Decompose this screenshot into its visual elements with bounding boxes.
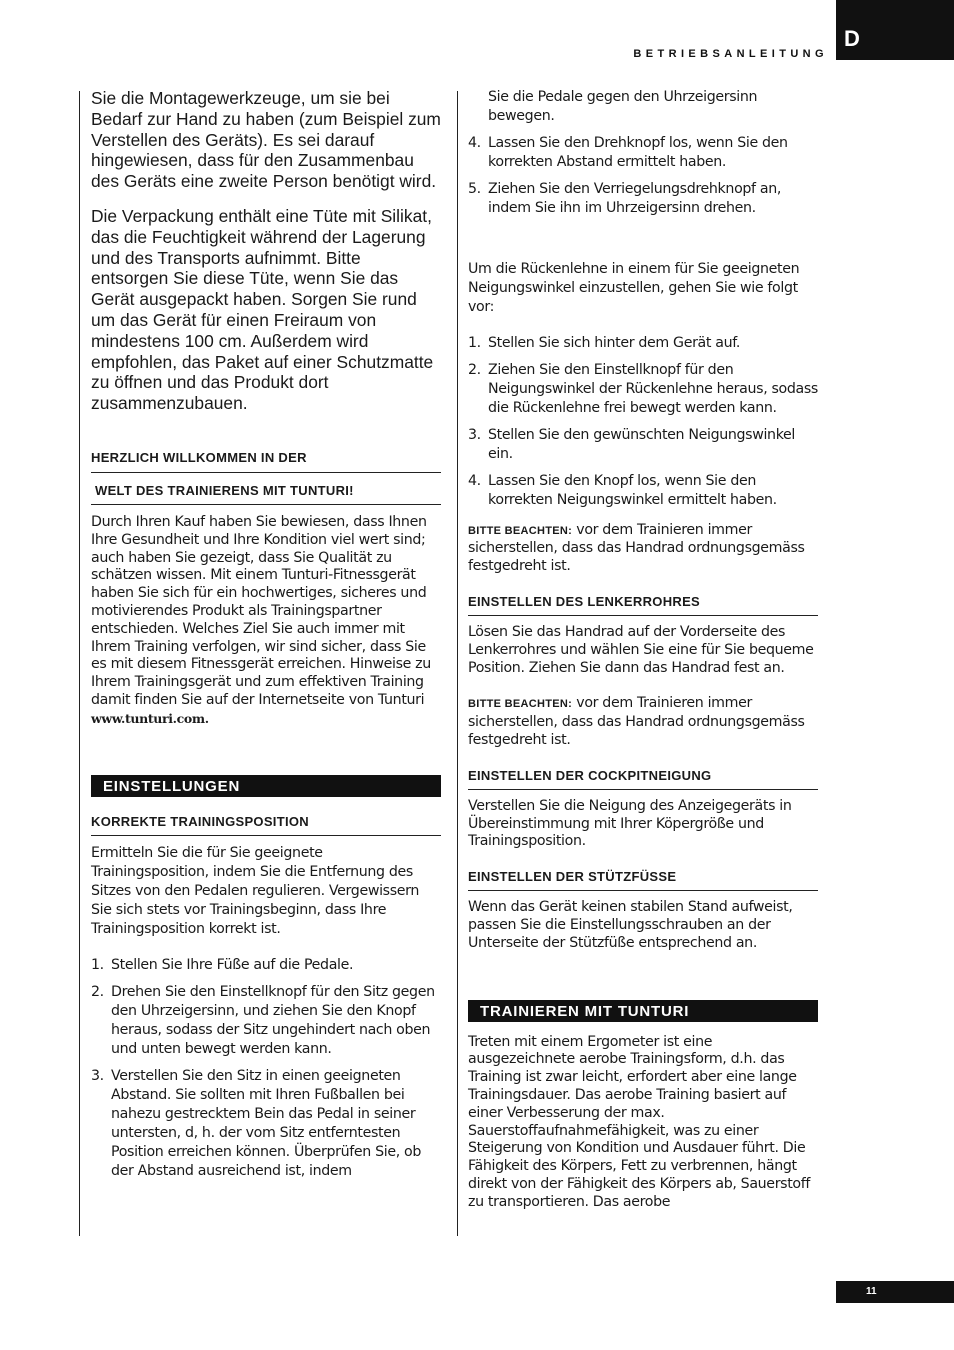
language-tab-label: D xyxy=(844,26,860,51)
list-item: 4. Lassen Sie den Drehknopf los, wenn Sie den korrekten Abstand ermittelt haben. xyxy=(468,135,788,170)
language-tab xyxy=(836,0,954,60)
left-column-rule xyxy=(79,91,80,1236)
welcome-text: Durch Ihren Kauf haben Sie bewiesen, dass Ihnen Ihre Gesundheit und Ihre Kondition viel wert sind; auch haben Sie gezeigt, dass Sie Qualität zu schätzen wissen. Mit einem Tunturi-Fitnessgerät haben Sie sich für ein hochwertiges, sicheres und motivierendes Produkt als Trainingspartner entschieden. Welches Ziel Sie auch immer mit Ihrem Training verfolgen, wir sind sicher, dass Sie es mit diesem Fitnessgerät erreichen. Hinweise zu Ihrem Trainingsgerät und zum effektiven Training damit finden Sie auf der Internetseite von Tunturi xyxy=(91,513,431,708)
intro-paragraph-tools: Sie die Montagewerkzeuge, um sie bei Bedarf zur Hand zu haben (zum Beispiel zum Verstellen des Geräts). Es sei darauf hingewiesen, dass für den Zusammenbau des Geräts eine zweite Person benötigt wird. xyxy=(91,88,441,192)
left-column xyxy=(91,88,441,1189)
list-item: 1. Stellen Sie sich hinter dem Gerät auf. xyxy=(468,334,741,351)
tunturi-website-link: www.tunturi.com. xyxy=(91,710,209,726)
section-bar-training: TRAINIEREN MIT TUNTURI xyxy=(468,1000,818,1022)
welcome-heading-line1: HERZLICH WILLKOMMEN IN DER xyxy=(91,450,441,473)
right-column xyxy=(468,88,818,1212)
training-paragraph: Treten mit einem Ergometer ist eine ausgezeichnete aerobe Trainingsform, d.h. das Training ist zwar leicht, erfordert aber eine lange Trainingsdauer. Das aerobe Training basiert auf einer Verbesserung der max. Sauerstoffaufnahmefähigkeit, was zu einer Steigerung von Kondition und Ausdauer führt. Die Fähigkeit des Körpers, Fett zu verbrennen, hängt direkt von der Fähigkeit des Körpers ab, Sauerstoff zu transportieren. Das aerobe xyxy=(468,1033,811,1210)
cockpit-heading: EINSTELLEN DER COCKPITNEIGUNG xyxy=(468,768,818,790)
list-item: 2. Ziehen Sie den Einstellknopf für den Neigungswinkel der Rückenlehne heraus, sodass die Rückenlehne frei bewegt werden kann. xyxy=(468,361,818,416)
list-item: 5. Ziehen Sie den Verriegelungsdrehknopf an, indem Sie ihn im Uhrzeigersinn drehen. xyxy=(468,181,782,216)
section-bar-einstellungen: EINSTELLUNGEN xyxy=(91,775,441,797)
list-item: 4. Lassen Sie den Knopf los, wenn Sie den korrekten Neigungswinkel ermittelt haben. xyxy=(468,472,777,508)
list-item: 3. Verstellen Sie den Sitz in einen geeigneten Abstand. Sie sollten mit Ihren Fußballen bei nahezu gestrecktem Bein das Pedal in seiner untersten, d, h. der vom Sitz entferntesten Position erreichen können. Überprüfen Sie, ob der Abstand ausreichend ist, indem xyxy=(91,1067,422,1179)
page-number: 11 xyxy=(866,1286,877,1297)
intro-paragraph-packaging: Die Verpackung enthält eine Tüte mit Silikat, das die Feuchtigkeit während der Lagerung und des Transports aufnimmt. Bitte entsorgen Sie diese Tüte, wenn Sie das Gerät ausgepackt haben. Sorgen Sie rund um das Gerät für einen Freiraum von mindestens 100 cm. Außerdem wird empfohlen, das Paket auf einer Schutzmatte zu öffnen und das Produkt dort zusammenzubauen. xyxy=(91,205,434,414)
welcome-paragraph xyxy=(91,514,441,729)
note-label: BITTE BEACHTEN: xyxy=(468,524,573,537)
welcome-heading-line2: WELT DES TRAINIERENS MIT TUNTURI! xyxy=(91,483,441,505)
backrest-adjust-steps xyxy=(468,334,818,510)
handlebar-paragraph: Lösen Sie das Handrad auf der Vorderseite des Lenkerrohres und wählen Sie eine für Sie bequeme Position. Ziehen Sie dann das Handrad fest an. xyxy=(468,624,814,676)
handlebar-heading: EINSTELLEN DES LENKERROHRES xyxy=(468,594,818,616)
seat-adjust-steps xyxy=(91,956,441,1181)
training-position-heading: KORREKTE TRAININGSPOSITION xyxy=(91,814,441,836)
training-position-paragraph: Ermitteln Sie die für Sie geeignete Trainingsposition, indem Sie die Entfernung des Sitzes von den Pedalen regulieren. Vergewissern Sie sich stets vor Trainingsbeginn, dass Ihre Trainingsposition korrekt ist. xyxy=(91,844,420,938)
page-number-tab xyxy=(836,1281,954,1303)
right-column-rule xyxy=(457,91,458,1236)
support-feet-heading: EINSTELLEN DER STÜTZFÜSSE xyxy=(468,869,818,891)
list-item: 3. Stellen Sie den gewünschten Neigungswinkel ein. xyxy=(468,426,796,462)
seat-adjust-steps-continued xyxy=(468,134,818,218)
seat-step-continuation: Sie die Pedale gegen den Uhrzeigersinn bewegen. xyxy=(488,89,758,124)
section-header-label: BETRIEBSANLEITUNG xyxy=(633,48,828,60)
note-label: BITTE BEACHTEN: xyxy=(468,698,573,711)
note-handwheel-handlebar: BITTE BEACHTEN: vor dem Trainieren immer sicherstellen, dass das Handrad ordnungsgemäss festgedreht ist. xyxy=(468,695,805,748)
support-feet-paragraph: Wenn das Gerät keinen stabilen Stand aufweist, passen Sie die Einstellungsschrauben an der Unterseite der Stützfüße entsprechend an. xyxy=(468,899,793,951)
list-item: 1. Stellen Sie Ihre Füße auf die Pedale. xyxy=(91,956,354,973)
backrest-intro-paragraph: Um die Rückenlehne in einem für Sie geeigneten Neigungswinkel einzustellen, gehen Sie wie folgt vor: xyxy=(468,261,800,316)
cockpit-paragraph: Verstellen Sie die Neigung des Anzeigegeräts in Übereinstimmung mit Ihrer Köpergröße und Trainingsposition. xyxy=(468,797,792,850)
note-handwheel-backrest: BITTE BEACHTEN: vor dem Trainieren immer sicherstellen, dass das Handrad ordnungsgemäss festgedreht ist. xyxy=(468,521,805,575)
list-item: 2. Drehen Sie den Einstellknopf für den Sitz gegen den Uhrzeigersinn, und ziehen Sie den Knopf heraus, sodass der Sitz ungehindert nach oben und unten bewegt werden kann. xyxy=(91,983,435,1057)
